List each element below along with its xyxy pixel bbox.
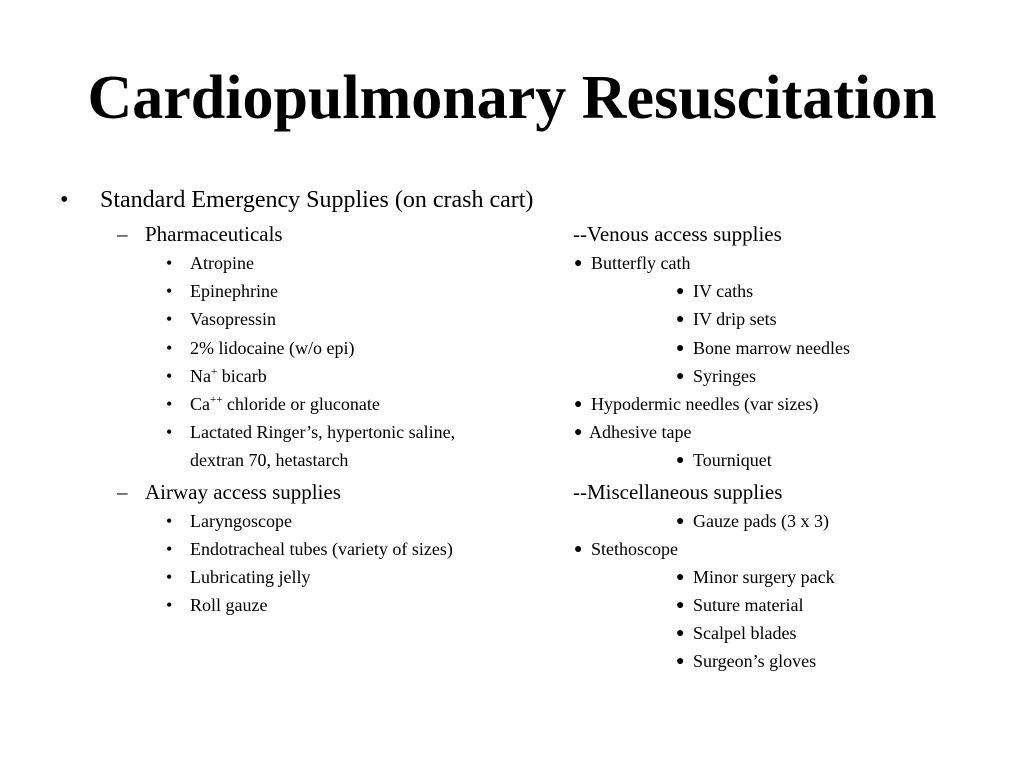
pharma-bullet: • <box>166 366 173 386</box>
misc-dot: ● <box>676 626 685 641</box>
venous-item-bone-marrow-needles: Bone marrow needles <box>693 338 850 358</box>
pharma-bullet: • <box>166 309 173 329</box>
airway-bullet: • <box>166 539 173 559</box>
venous-item-iv-drip-sets: IV drip sets <box>693 309 777 329</box>
airway-dash: – <box>117 480 128 504</box>
venous-item-syringes: Syringes <box>693 366 756 386</box>
airway-item-lubricating-jelly: Lubricating jelly <box>190 567 311 587</box>
airway-bullet: • <box>166 567 173 587</box>
pharma-bullet: • <box>166 253 173 273</box>
ca-prefix: Ca <box>190 394 210 414</box>
pharma-item-atropine: Atropine <box>190 253 254 273</box>
misc-heading: --Miscellaneous supplies <box>573 480 783 504</box>
venous-item-hypodermic-needles: Hypodermic needles (var sizes) <box>591 394 819 414</box>
venous-dot: ● <box>676 341 685 356</box>
slide-title: Cardiopulmonary Resuscitation <box>87 64 937 132</box>
na-prefix: Na <box>190 366 211 386</box>
pharma-bullet: • <box>166 338 173 358</box>
airway-item-laryngoscope: Laryngoscope <box>190 511 292 531</box>
misc-dot: ● <box>676 598 685 613</box>
na-charge: + <box>211 366 218 378</box>
pharma-item-lidocaine: 2% lidocaine (w/o epi) <box>190 338 355 358</box>
misc-dot: ● <box>676 570 685 585</box>
venous-item-adhesive-tape: Adhesive tape <box>589 422 692 442</box>
misc-item-suture-material: Suture material <box>693 595 804 615</box>
airway-heading: Airway access supplies <box>145 480 341 504</box>
venous-dot: ● <box>574 425 583 440</box>
pharma-item-na-bicarb <box>190 365 267 387</box>
misc-dot: ● <box>676 514 685 529</box>
airway-bullet: • <box>166 511 173 531</box>
pharma-bullet: • <box>166 394 173 414</box>
misc-item-stethoscope: Stethoscope <box>591 539 678 559</box>
venous-dot: ● <box>676 453 685 468</box>
airway-bullet: • <box>166 595 173 615</box>
main-bullet-glyph: • <box>60 187 69 213</box>
pharmaceuticals-dash: – <box>117 222 128 246</box>
venous-dot: ● <box>676 284 685 299</box>
pharma-item-lactated-ringers-line2: dextran 70, hetastarch <box>190 450 349 470</box>
pharma-item-vasopressin: Vasopressin <box>190 309 276 329</box>
venous-item-iv-caths: IV caths <box>693 281 754 301</box>
pharma-bullet: • <box>166 422 173 442</box>
venous-heading: --Venous access supplies <box>573 222 782 246</box>
venous-item-butterfly-cath: Butterfly cath <box>591 253 691 273</box>
misc-dot: ● <box>676 654 685 669</box>
misc-item-minor-surgery-pack: Minor surgery pack <box>693 567 835 587</box>
na-suffix: bicarb <box>217 366 267 386</box>
pharma-item-epinephrine: Epinephrine <box>190 281 278 301</box>
venous-dot: ● <box>676 369 685 384</box>
misc-item-scalpel-blades: Scalpel blades <box>693 623 797 643</box>
pharma-item-ca-chloride <box>190 393 380 415</box>
venous-dot: ● <box>676 312 685 327</box>
misc-item-gauze-pads: Gauze pads (3 x 3) <box>693 511 829 531</box>
main-bullet-text: Standard Emergency Supplies (on crash cart) <box>100 187 534 213</box>
ca-suffix: chloride or gluconate <box>222 394 380 414</box>
misc-item-surgeons-gloves: Surgeon’s gloves <box>693 651 817 671</box>
pharma-bullet: • <box>166 281 173 301</box>
misc-dot: ● <box>574 542 583 557</box>
ca-charge: ++ <box>210 394 223 406</box>
venous-item-tourniquet: Tourniquet <box>693 450 772 470</box>
pharmaceuticals-heading: Pharmaceuticals <box>145 222 283 246</box>
venous-dot: ● <box>574 256 583 271</box>
pharma-item-lactated-ringers-line1: Lactated Ringer’s, hypertonic saline, <box>190 422 456 442</box>
venous-dot: ● <box>574 397 583 412</box>
airway-item-endotracheal: Endotracheal tubes (variety of sizes) <box>190 539 453 559</box>
airway-item-roll-gauze: Roll gauze <box>190 595 268 615</box>
